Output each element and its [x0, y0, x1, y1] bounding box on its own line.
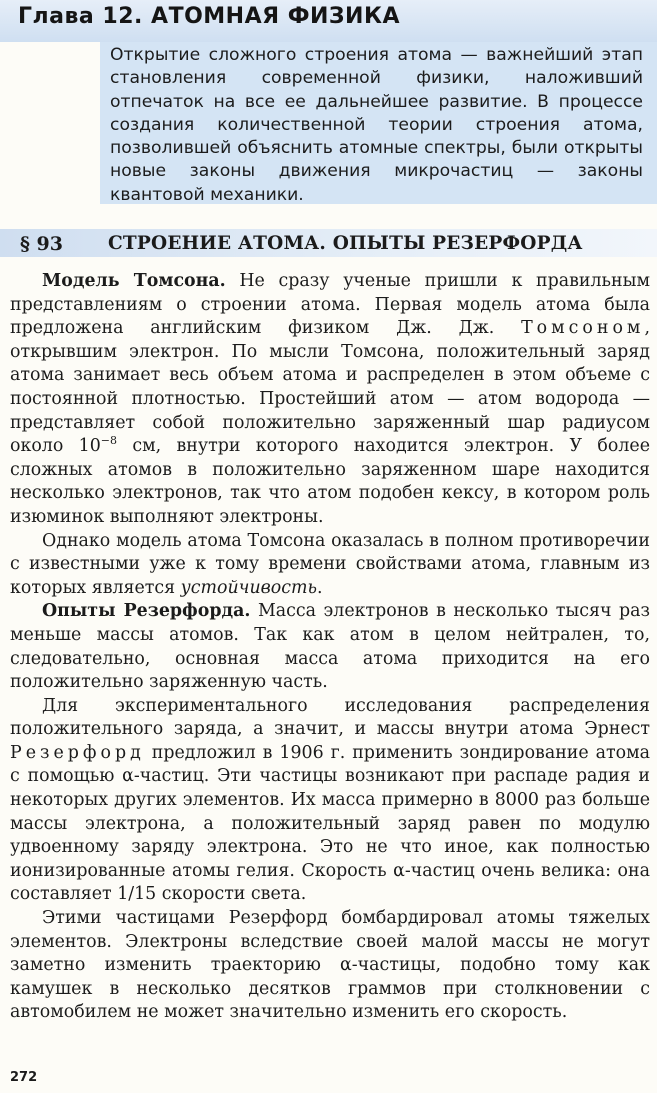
text-run: , открывшим электрон. По мысли Томсона, положительный заряд атома занимает весь объем атома и распределен в этом объеме с постоянной плотностью. Простейший атом — атом водорода — представляет собой положительно заряженный шар радиусом около 10: [10, 318, 650, 457]
spaced-name: Томсоном: [521, 318, 645, 339]
paragraph-lead: Модель Томсона.: [42, 271, 226, 291]
text-run: Не сразу ученые пришли к правильным представлениям о строении атома. Первая модель атома была предложена английским физиком Дж. Дж.: [10, 271, 650, 339]
text-run: .: [316, 577, 323, 598]
chapter-title: Глава 12. АТОМНАЯ ФИЗИКА: [18, 4, 400, 29]
section-title: СТРОЕНИЕ АТОМА. ОПЫТЫ РЕЗЕРФОРДА: [108, 233, 583, 254]
text-run: Для экспериментального исследования распределения положительного заряда, а значит, и массы внутри атома Эрнест: [10, 695, 650, 740]
spaced-name: Резерфорд: [10, 742, 145, 763]
paragraph-thomson-model: [10, 270, 650, 530]
paragraph-lead: Опыты Резерфорда.: [42, 601, 251, 622]
text-run: предложил в 1906 г. применить зондирование атома с помощью α-частиц. Эти частицы возникают при распаде радия и некоторых других элементов. Их масса примерно в 8000 раз больше массы электрона, а положительный заряд равен по модулю удвоенному заряду электрона. Это не что иное, как полностью ионизированные атомы гелия. Скорость α-частиц очень велика: она составляет 1/15 скорости света.: [10, 742, 650, 905]
paragraph-rutherford-experiments: [10, 600, 650, 694]
text-run: Однако модель атома Томсона оказалась в полном противоречии с известными уже к тому времени свойствами атома, главным из которых является: [10, 530, 650, 598]
chapter-intro-text: Открытие сложного строения атома — важнейший этап становления современной физики, наложивший отпечаток на все ее дальнейшее развитие. В процессе создания количественной теории строения атома, позволившей объяснить атомные спектры, были открыты новые законы движения микрочастиц — законы квантовой механики.: [110, 45, 643, 205]
paragraph-alpha-probing: [10, 695, 650, 907]
paragraph-contradiction: [10, 530, 650, 601]
text-run: см, внутри которого находится электрон. У более сложных атомов в положительно заряженном шаре находится несколько электронов, так что атом подобен кексу, в котором роль изюминок выполняют электроны.: [10, 436, 651, 527]
emphasis: устойчивость: [180, 577, 317, 598]
text-run: Этими частицами Резерфорд бомбардировал атомы тяжелых элементов. Электроны вследствие своей малой массы не могут заметно изменить траекторию α-частицы, подобно тому как камушек в несколько десятков граммов при столкновении с автомобилем не может значительно изменить его скорость.: [10, 908, 650, 1023]
section-body: [10, 270, 650, 1025]
text-run: Масса электронов в несколько тысяч раз меньше массы атомов. Так как атом в целом нейтрален, то, следовательно, основная масса атома приходится на его положительно заряженную часть.: [10, 601, 650, 693]
exponent: −8: [100, 434, 118, 448]
page-number: 272: [10, 1070, 38, 1085]
paragraph-bombardment: [10, 907, 650, 1025]
section-number: § 93: [20, 233, 63, 255]
